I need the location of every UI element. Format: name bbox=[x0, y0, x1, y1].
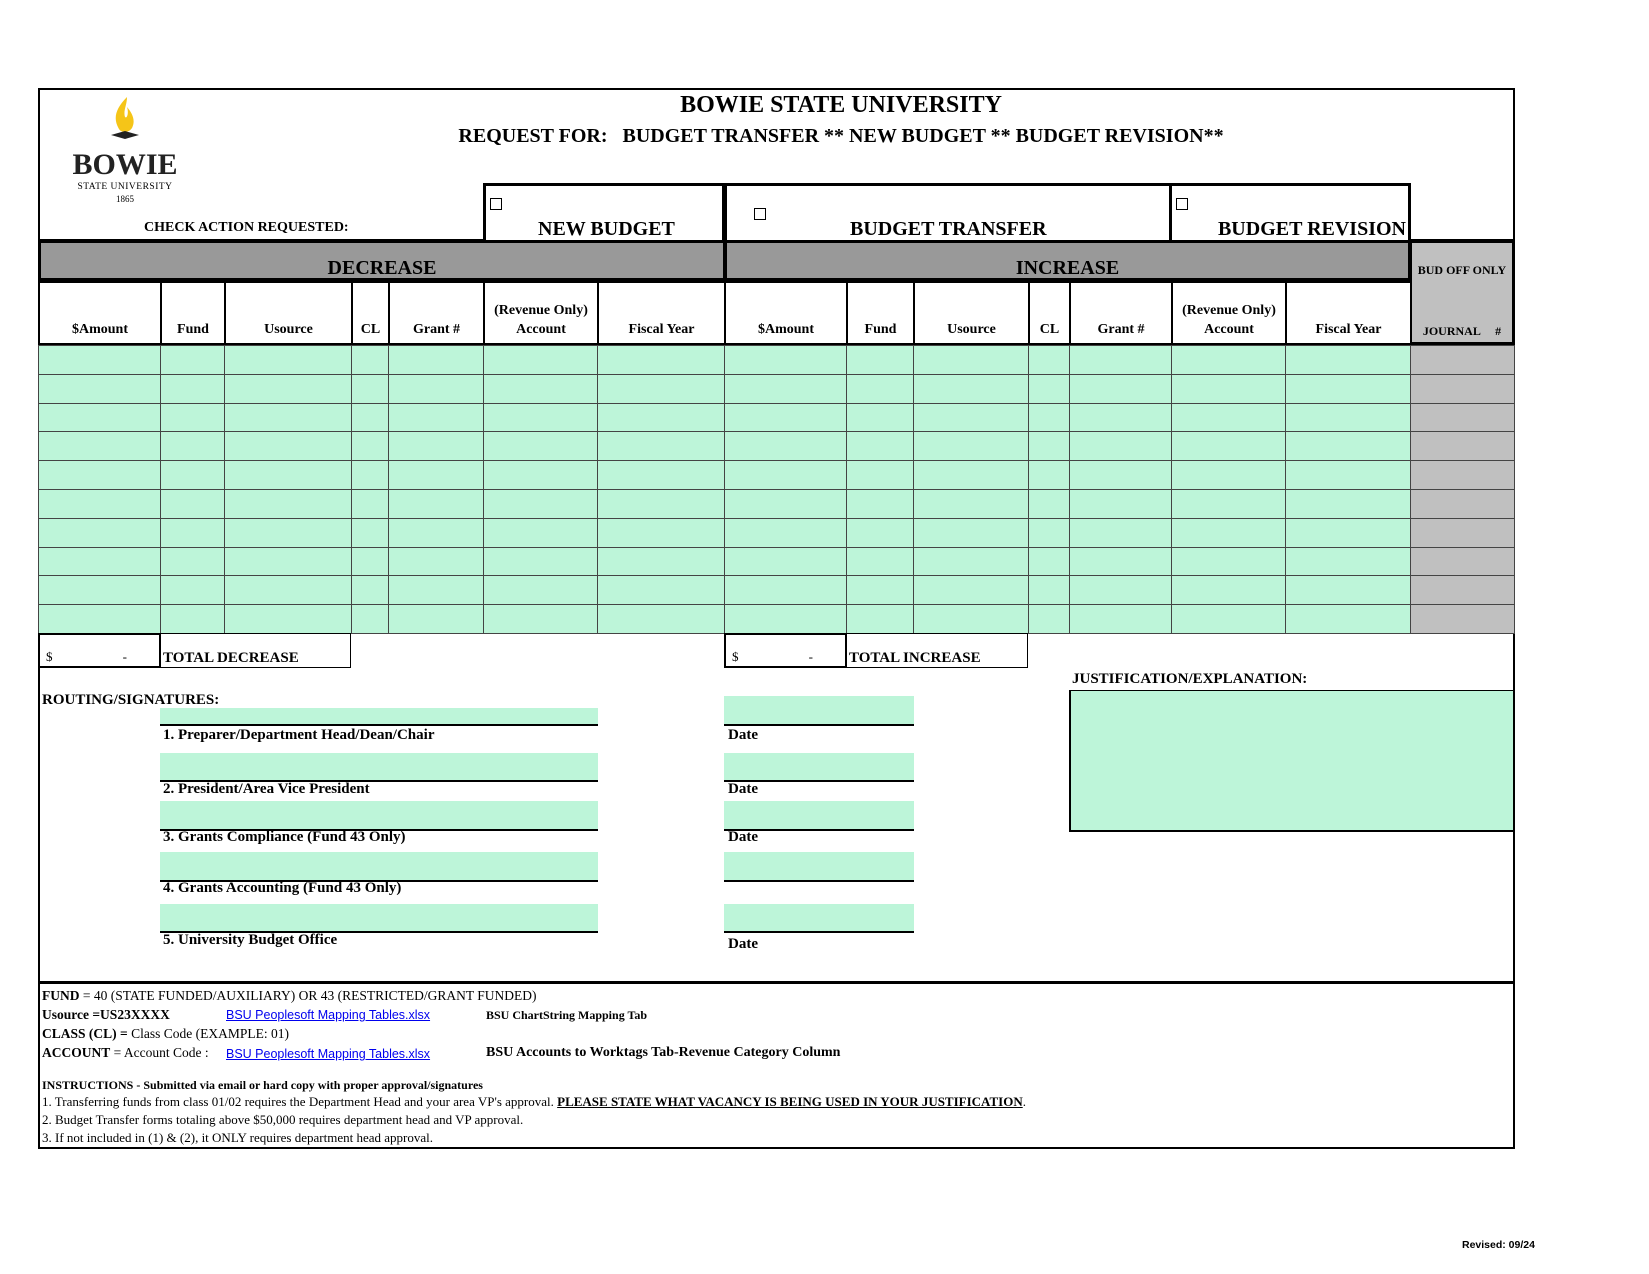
entry-cell[interactable] bbox=[160, 403, 225, 433]
entry-cell[interactable] bbox=[1028, 604, 1070, 634]
decrease-header: DECREASE bbox=[38, 240, 726, 281]
entry-cell[interactable] bbox=[1028, 345, 1070, 375]
fund-term: FUND bbox=[42, 988, 80, 1003]
entry-cell[interactable] bbox=[1285, 575, 1411, 605]
entry-cell[interactable] bbox=[1069, 489, 1172, 519]
column-header-label: Usource bbox=[947, 322, 996, 337]
entry-cell[interactable] bbox=[913, 345, 1029, 375]
entry-cell[interactable] bbox=[724, 547, 847, 577]
mapping-tables-link-2[interactable]: BSU Peoplesoft Mapping Tables.xlsx bbox=[226, 1047, 431, 1061]
entry-cell[interactable] bbox=[1171, 460, 1286, 490]
entry-cell[interactable] bbox=[913, 575, 1029, 605]
journal-cell[interactable] bbox=[1410, 460, 1515, 490]
entry-cell[interactable] bbox=[597, 547, 725, 577]
account-desc: = Account Code : bbox=[110, 1045, 209, 1060]
entry-cell[interactable] bbox=[597, 518, 725, 548]
signature-label: 1. Preparer/Department Head/Dean/Chair bbox=[163, 727, 435, 743]
entry-cell[interactable] bbox=[1171, 431, 1286, 461]
journal-cell[interactable] bbox=[1410, 604, 1515, 634]
journal-cell[interactable] bbox=[1410, 575, 1515, 605]
column-header bbox=[1171, 281, 1287, 345]
entry-cell[interactable] bbox=[483, 345, 598, 375]
entry-cell[interactable] bbox=[1069, 518, 1172, 548]
column-header-label: Usource bbox=[264, 322, 313, 337]
entry-cell[interactable] bbox=[1069, 403, 1172, 433]
entry-cell[interactable] bbox=[388, 604, 484, 634]
currency: $ bbox=[732, 649, 739, 664]
account-note bbox=[42, 1045, 209, 1061]
bud-off-only-header bbox=[1409, 240, 1515, 345]
increase-header: INCREASE bbox=[724, 240, 1411, 281]
entry-cell[interactable] bbox=[597, 403, 725, 433]
entry-cell[interactable] bbox=[597, 345, 725, 375]
column-header bbox=[1069, 281, 1173, 345]
column-header bbox=[388, 281, 485, 345]
entry-cell[interactable] bbox=[38, 345, 161, 375]
entry-cell[interactable] bbox=[846, 547, 914, 577]
column-header bbox=[597, 281, 726, 345]
entry-cell[interactable] bbox=[1285, 431, 1411, 461]
instruction-1-text: 1. Transferring funds from class 01/02 requires the Department Head and your area VP's approval. bbox=[42, 1094, 558, 1109]
entry-cell[interactable] bbox=[483, 604, 598, 634]
entry-cell[interactable] bbox=[1028, 460, 1070, 490]
instruction-2: 2. Budget Transfer forms totaling above $50,000 requires department head and VP approval. bbox=[42, 1112, 524, 1127]
entry-cell[interactable] bbox=[1171, 518, 1286, 548]
column-header bbox=[483, 281, 599, 345]
entry-cell[interactable] bbox=[724, 604, 847, 634]
entry-cell[interactable] bbox=[1171, 345, 1286, 375]
column-header-label: Grant # bbox=[1097, 322, 1145, 337]
entry-cell[interactable] bbox=[38, 460, 161, 490]
date-label: Date bbox=[728, 936, 758, 952]
entry-cell[interactable] bbox=[724, 518, 847, 548]
entry-cell[interactable] bbox=[913, 547, 1029, 577]
entry-cell[interactable] bbox=[1171, 604, 1286, 634]
entry-cell[interactable] bbox=[1285, 345, 1411, 375]
column-header-label: CL bbox=[360, 322, 381, 337]
column-header bbox=[1285, 281, 1412, 345]
column-header-label: Fund bbox=[864, 322, 897, 337]
entry-cell[interactable] bbox=[1285, 547, 1411, 577]
entry-cell[interactable] bbox=[388, 374, 484, 404]
signature-field[interactable] bbox=[160, 753, 598, 782]
entry-cell[interactable] bbox=[1028, 575, 1070, 605]
chartstring-tab-note: BSU ChartString Mapping Tab bbox=[486, 1008, 648, 1022]
entry-cell[interactable] bbox=[224, 431, 352, 461]
signature-field[interactable] bbox=[160, 904, 598, 933]
column-header-label: (Revenue Only) bbox=[494, 303, 588, 318]
entry-cell[interactable] bbox=[846, 518, 914, 548]
entry-cell[interactable] bbox=[724, 374, 847, 404]
entry-cell[interactable] bbox=[1069, 431, 1172, 461]
revised-date: Revised: 09/24 bbox=[1462, 1239, 1535, 1251]
entry-cell[interactable] bbox=[724, 489, 847, 519]
column-header-label: Account bbox=[516, 322, 566, 337]
entry-cell[interactable] bbox=[388, 575, 484, 605]
logo-name: BOWIE bbox=[72, 148, 178, 181]
entry-cell[interactable] bbox=[483, 489, 598, 519]
entry-cell[interactable] bbox=[724, 460, 847, 490]
signature-field[interactable] bbox=[160, 801, 598, 831]
column-header-label: Fund bbox=[177, 322, 209, 337]
entry-cell[interactable] bbox=[1069, 547, 1172, 577]
entry-cell[interactable] bbox=[846, 374, 914, 404]
new-budget-option[interactable] bbox=[483, 183, 725, 241]
entry-cell[interactable] bbox=[38, 547, 161, 577]
routing-label: ROUTING/SIGNATURES: bbox=[42, 692, 220, 708]
entry-cell[interactable] bbox=[160, 460, 225, 490]
budget-revision-label: BUDGET REVISION bbox=[1217, 218, 1406, 240]
entry-cell[interactable] bbox=[38, 604, 161, 634]
entry-cell[interactable] bbox=[388, 518, 484, 548]
entry-cell[interactable] bbox=[160, 575, 225, 605]
entry-cell[interactable] bbox=[351, 489, 389, 519]
entry-cell[interactable] bbox=[388, 345, 484, 375]
journal-cell[interactable] bbox=[1410, 403, 1515, 433]
entry-cell[interactable] bbox=[913, 489, 1029, 519]
entry-cell[interactable] bbox=[483, 431, 598, 461]
total-decrease-value bbox=[38, 633, 161, 668]
entry-cell[interactable] bbox=[846, 604, 914, 634]
date-field[interactable] bbox=[724, 852, 914, 882]
column-header-label: $Amount bbox=[71, 322, 128, 337]
column-header-label: (Revenue Only) bbox=[1182, 303, 1276, 318]
entry-cell[interactable] bbox=[1028, 374, 1070, 404]
entry-cell[interactable] bbox=[160, 604, 225, 634]
entry-cell[interactable] bbox=[913, 431, 1029, 461]
entry-cell[interactable] bbox=[388, 489, 484, 519]
entry-cell[interactable] bbox=[1171, 547, 1286, 577]
bud-off-only-label: BUD OFF ONLY bbox=[1417, 263, 1507, 277]
budget-transfer-option[interactable] bbox=[724, 183, 1172, 241]
entry-cell[interactable] bbox=[224, 604, 352, 634]
university-logo bbox=[60, 95, 190, 205]
entry-cell[interactable] bbox=[846, 403, 914, 433]
entry-cell[interactable] bbox=[1028, 403, 1070, 433]
journal-cell[interactable] bbox=[1410, 431, 1515, 461]
entry-cell[interactable] bbox=[224, 489, 352, 519]
entry-cell[interactable] bbox=[38, 518, 161, 548]
column-header bbox=[846, 281, 915, 345]
entry-cell[interactable] bbox=[724, 431, 847, 461]
budget-revision-checkbox[interactable] bbox=[1176, 198, 1188, 210]
entry-cell[interactable] bbox=[483, 374, 598, 404]
class-term: CLASS (CL) = bbox=[42, 1026, 128, 1041]
entry-cell[interactable] bbox=[388, 403, 484, 433]
journal-cell[interactable] bbox=[1410, 518, 1515, 548]
entry-cell[interactable] bbox=[1285, 489, 1411, 519]
entry-cell[interactable] bbox=[160, 547, 225, 577]
entry-cell[interactable] bbox=[224, 374, 352, 404]
entry-cell[interactable] bbox=[1028, 518, 1070, 548]
entry-cell[interactable] bbox=[846, 489, 914, 519]
fund-desc: = 40 (STATE FUNDED/AUXILIARY) OR 43 (RESTRICTED/GRANT FUNDED) bbox=[79, 988, 537, 1003]
journal-label: JOURNAL # bbox=[1422, 324, 1502, 338]
entry-cell[interactable] bbox=[483, 460, 598, 490]
entry-cell[interactable] bbox=[38, 431, 161, 461]
entry-cell[interactable] bbox=[846, 431, 914, 461]
signature-label: 5. University Budget Office bbox=[163, 932, 338, 948]
budget-transfer-label: BUDGET TRANSFER bbox=[850, 218, 1047, 240]
entry-cell[interactable] bbox=[846, 575, 914, 605]
entry-cell[interactable] bbox=[913, 604, 1029, 634]
column-header-label: Grant # bbox=[412, 322, 461, 337]
fund-note bbox=[42, 988, 537, 1004]
entry-cell[interactable] bbox=[224, 518, 352, 548]
journal-cell[interactable] bbox=[1410, 547, 1515, 577]
check-action-label: CHECK ACTION REQUESTED: bbox=[144, 220, 349, 235]
entry-cell[interactable] bbox=[1171, 403, 1286, 433]
entry-cell[interactable] bbox=[388, 431, 484, 461]
budget-transfer-checkbox[interactable] bbox=[754, 208, 766, 220]
usource-note: Usource =US23XXXX bbox=[42, 1007, 170, 1022]
mapping-tables-link[interactable]: BSU Peoplesoft Mapping Tables.xlsx bbox=[226, 1008, 431, 1022]
divider bbox=[38, 981, 1515, 984]
date-label: Date bbox=[728, 781, 758, 797]
class-note bbox=[42, 1026, 289, 1042]
page-title: BOWIE STATE UNIVERSITY bbox=[680, 92, 1002, 118]
entry-cell[interactable] bbox=[388, 547, 484, 577]
entry-cell[interactable] bbox=[913, 403, 1029, 433]
entry-cell[interactable] bbox=[597, 431, 725, 461]
entry-cell[interactable] bbox=[160, 489, 225, 519]
entry-cell[interactable] bbox=[1069, 345, 1172, 375]
logo-year: 1865 bbox=[116, 194, 134, 204]
flame-icon bbox=[105, 95, 145, 145]
entry-cell[interactable] bbox=[351, 604, 389, 634]
entry-cell[interactable] bbox=[913, 518, 1029, 548]
entry-cell[interactable] bbox=[224, 460, 352, 490]
column-header-label: CL bbox=[1039, 322, 1060, 337]
entry-cell[interactable] bbox=[224, 547, 352, 577]
entry-cell[interactable] bbox=[1171, 374, 1286, 404]
column-header bbox=[1028, 281, 1071, 345]
entry-cell[interactable] bbox=[846, 345, 914, 375]
signature-field[interactable] bbox=[160, 708, 598, 726]
entry-cell[interactable] bbox=[1069, 604, 1172, 634]
entry-cell[interactable] bbox=[1285, 403, 1411, 433]
signature-field[interactable] bbox=[160, 852, 598, 882]
entry-cell[interactable] bbox=[597, 489, 725, 519]
entry-cell[interactable] bbox=[597, 575, 725, 605]
date-label: Date bbox=[728, 829, 758, 845]
worktags-tab-note: BSU Accounts to Worktags Tab-Revenue Category Column bbox=[486, 1045, 841, 1060]
entry-cell[interactable] bbox=[913, 460, 1029, 490]
signature-label: 2. President/Area Vice President bbox=[163, 781, 370, 797]
entry-cell[interactable] bbox=[351, 575, 389, 605]
entry-cell[interactable] bbox=[1285, 374, 1411, 404]
entry-cell[interactable] bbox=[38, 489, 161, 519]
entry-cell[interactable] bbox=[724, 403, 847, 433]
signature-label: 4. Grants Accounting (Fund 43 Only) bbox=[163, 880, 402, 896]
entry-cell[interactable] bbox=[388, 460, 484, 490]
entry-cell[interactable] bbox=[597, 374, 725, 404]
date-field[interactable] bbox=[724, 904, 914, 933]
justification-input[interactable] bbox=[1069, 690, 1515, 832]
entry-cell[interactable] bbox=[38, 403, 161, 433]
entry-cell[interactable] bbox=[1171, 489, 1286, 519]
justification-label: JUSTIFICATION/EXPLANATION: bbox=[1072, 671, 1308, 687]
instruction-1: 1. Transferring funds from class 01/02 requires the Department Head and your area VP's approval. PLEASE STATE WHAT VACANCY IS BEING USED IN YOUR JUSTIFICATION. bbox=[42, 1094, 1026, 1109]
entry-cell[interactable] bbox=[597, 460, 725, 490]
instruction-1-emphasis: PLEASE STATE WHAT VACANCY IS BEING USED IN YOUR JUSTIFICATION bbox=[557, 1094, 1023, 1109]
entry-cell[interactable] bbox=[1028, 431, 1070, 461]
column-header-label: Fiscal Year bbox=[628, 322, 695, 337]
entry-cell[interactable] bbox=[483, 547, 598, 577]
entry-cell[interactable] bbox=[160, 374, 225, 404]
column-header-label: Account bbox=[1204, 322, 1254, 337]
column-header bbox=[724, 281, 848, 345]
entry-cell[interactable] bbox=[483, 403, 598, 433]
entry-cell[interactable] bbox=[483, 518, 598, 548]
entry-cell[interactable] bbox=[38, 374, 161, 404]
total-increase-label: TOTAL INCREASE bbox=[849, 650, 981, 666]
entry-cell[interactable] bbox=[351, 518, 389, 548]
budget-revision-option[interactable] bbox=[1169, 183, 1411, 241]
entry-cell[interactable] bbox=[597, 604, 725, 634]
entry-cell[interactable] bbox=[224, 575, 352, 605]
account-term: ACCOUNT bbox=[42, 1045, 111, 1060]
total-increase-value bbox=[724, 633, 847, 668]
date-field[interactable] bbox=[724, 753, 914, 782]
instruction-3: 3. If not included in (1) & (2), it ONLY requires department head approval. bbox=[42, 1130, 433, 1145]
entry-cell[interactable] bbox=[913, 374, 1029, 404]
journal-cell[interactable] bbox=[1410, 374, 1515, 404]
entry-cell[interactable] bbox=[351, 403, 389, 433]
signature-label: 3. Grants Compliance (Fund 43 Only) bbox=[163, 829, 406, 845]
instructions-heading: INSTRUCTIONS - Submitted via email or hard copy with proper approval/signatures bbox=[42, 1078, 483, 1092]
entry-cell[interactable] bbox=[1285, 518, 1411, 548]
logo-sub: STATE UNIVERSITY bbox=[77, 182, 173, 192]
entry-cell[interactable] bbox=[1171, 575, 1286, 605]
entry-cell[interactable] bbox=[160, 431, 225, 461]
entry-cell[interactable] bbox=[224, 345, 352, 375]
journal-cell[interactable] bbox=[1410, 489, 1515, 519]
column-header bbox=[351, 281, 390, 345]
entry-cell[interactable] bbox=[351, 547, 389, 577]
total-decrease-amount: - bbox=[122, 649, 127, 664]
entry-cell[interactable] bbox=[160, 518, 225, 548]
entry-cell[interactable] bbox=[1028, 489, 1070, 519]
journal-cell[interactable] bbox=[1410, 345, 1515, 375]
column-header bbox=[913, 281, 1030, 345]
entry-cell[interactable] bbox=[1028, 547, 1070, 577]
entry-cell[interactable] bbox=[1285, 604, 1411, 634]
column-header-label: Fiscal Year bbox=[1315, 322, 1382, 337]
total-increase-amount: - bbox=[808, 649, 813, 664]
entry-cell[interactable] bbox=[351, 431, 389, 461]
entry-cell[interactable] bbox=[1069, 374, 1172, 404]
page-subtitle: REQUEST FOR: BUDGET TRANSFER ** NEW BUDGET ** BUDGET REVISION** bbox=[458, 125, 1224, 147]
entry-cell[interactable] bbox=[483, 575, 598, 605]
entry-cell[interactable] bbox=[351, 460, 389, 490]
entry-cell[interactable] bbox=[724, 575, 847, 605]
new-budget-label: NEW BUDGET bbox=[538, 218, 675, 240]
date-field[interactable] bbox=[724, 801, 914, 831]
entry-cell[interactable] bbox=[1069, 575, 1172, 605]
currency: $ bbox=[46, 649, 53, 664]
entry-cell[interactable] bbox=[351, 374, 389, 404]
entry-cell[interactable] bbox=[351, 345, 389, 375]
column-header bbox=[38, 281, 162, 345]
column-header bbox=[160, 281, 226, 345]
column-header bbox=[224, 281, 353, 345]
entry-cell[interactable] bbox=[1285, 460, 1411, 490]
date-label: Date bbox=[728, 727, 758, 743]
entry-cell[interactable] bbox=[38, 575, 161, 605]
entry-cell[interactable] bbox=[724, 345, 847, 375]
column-header-label: $Amount bbox=[757, 322, 814, 337]
new-budget-checkbox[interactable] bbox=[490, 198, 502, 210]
total-decrease-label: TOTAL DECREASE bbox=[163, 650, 299, 666]
entry-cell[interactable] bbox=[846, 460, 914, 490]
entry-cell[interactable] bbox=[160, 345, 225, 375]
entry-cell[interactable] bbox=[1069, 460, 1172, 490]
entry-cell[interactable] bbox=[224, 403, 352, 433]
date-field[interactable] bbox=[724, 696, 914, 726]
class-desc: Class Code (EXAMPLE: 01) bbox=[127, 1026, 289, 1041]
